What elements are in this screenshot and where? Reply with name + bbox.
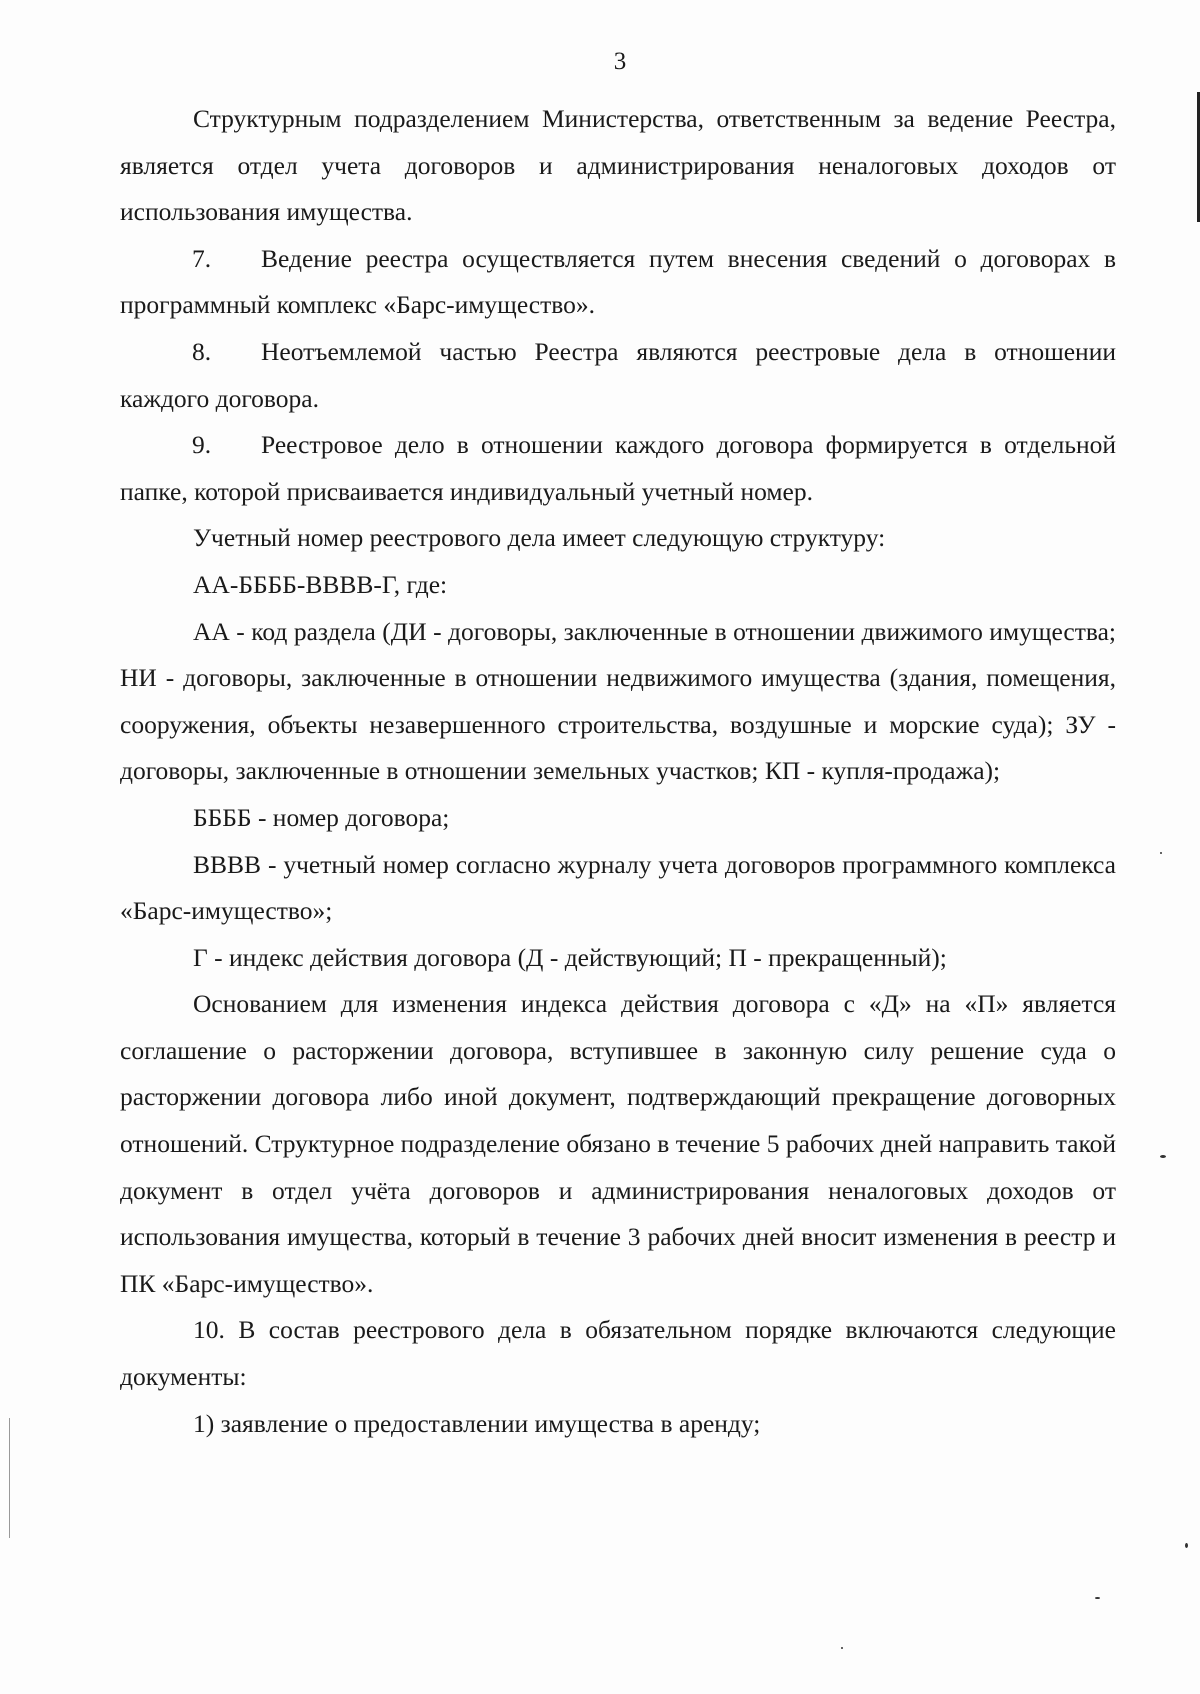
paragraph-text: ВВВВ - учетный номер согласно журналу учета договоров программного комплекса «Барс-имущество»;: [120, 849, 1116, 926]
paragraph-journal-number: [120, 842, 1116, 935]
paragraph-number: 8.: [192, 336, 212, 366]
paragraph-text: АА - код раздела (ДИ - договоры, заключенные в отношении движимого имущества; НИ - договоры, заключенные в отношении недвижимого имущества (здания, помещения, сооружения, объекты незавершенного строительства, воздушные и морские суда); ЗУ - договоры, заключенные в отношении земельных участков; КП - купля-продажа);: [120, 616, 1116, 786]
paragraph-number: 9.: [192, 430, 212, 460]
paragraph-number: 7.: [192, 243, 212, 273]
scan-speck: [1095, 1597, 1100, 1599]
paragraph-text: Учетный номер реестрового дела имеет следующую структуру:: [193, 523, 886, 553]
paragraph-text: Г - индекс действия договора (Д - действующий; П - прекращенный);: [193, 942, 947, 972]
paragraph-text: Основанием для изменения индекса действия договора с «Д» на «П» является соглашение о расторжении договора, вступившее в законную силу решение суда о расторжении договора либо иной документ, подтверждающий прекращение договорных отношений. Структурное подразделение обязано в течение 5 рабочих дней направить такой документ в отдел учёта договоров и администрирования неналоговых доходов от использования имущества, который в течение 3 рабочих дней вносит изменения в реестр и ПК «Барс-имущество».: [120, 989, 1116, 1298]
scan-speck: [1160, 1155, 1166, 1158]
paragraph-item-10: [120, 1307, 1116, 1400]
document-body: [120, 96, 1116, 1447]
scan-speck: [841, 1647, 843, 1649]
paragraph-text: АА-ББББ-ВВВВ-Г, где:: [193, 569, 448, 599]
paragraph-text: Ведение реестра осуществляется путем внесения сведений о договорах в программный комплекс «Барс-имущество».: [120, 243, 1116, 320]
paragraph-responsible-unit: [120, 96, 1116, 236]
page-number: 3: [613, 48, 627, 75]
scan-speck: [1185, 1543, 1188, 1548]
paragraph-text: ББББ - номер договора;: [193, 802, 450, 832]
paragraph-index-change-basis: [120, 981, 1116, 1307]
paragraph-contract-number: [120, 795, 1116, 842]
paragraph-status-index: [120, 935, 1116, 982]
paragraph-text: Реестровое дело в отношении каждого договора формируется в отдельной папке, которой присваивается индивидуальный учетный номер.: [120, 430, 1116, 506]
scan-speck: [1160, 852, 1162, 854]
paragraph-item-9: [120, 422, 1116, 515]
paragraph-text: 10. В состав реестрового дела в обязательном порядке включаются следующие документы:: [120, 1315, 1116, 1392]
paragraph-list-item-1: [120, 1401, 1116, 1448]
scan-edge-mark: [9, 1418, 10, 1538]
paragraph-text: 1) заявление о предоставлении имущества в аренду;: [193, 1408, 761, 1438]
paragraph-text: Неотъемлемой частью Реестра являются реестровые дела в отношении каждого договора.: [120, 336, 1116, 413]
paragraph-number-structure: [120, 515, 1116, 562]
paragraph-item-7: [120, 236, 1116, 329]
paragraph-number-format: [120, 562, 1116, 609]
paragraph-text: Структурным подразделением Министерства, ответственным за ведение Реестра, является отдел учета договоров и администрирования неналоговых доходов от использования имущества.: [120, 104, 1116, 227]
paragraph-item-8: [120, 329, 1116, 422]
paragraph-section-code: [120, 609, 1116, 795]
